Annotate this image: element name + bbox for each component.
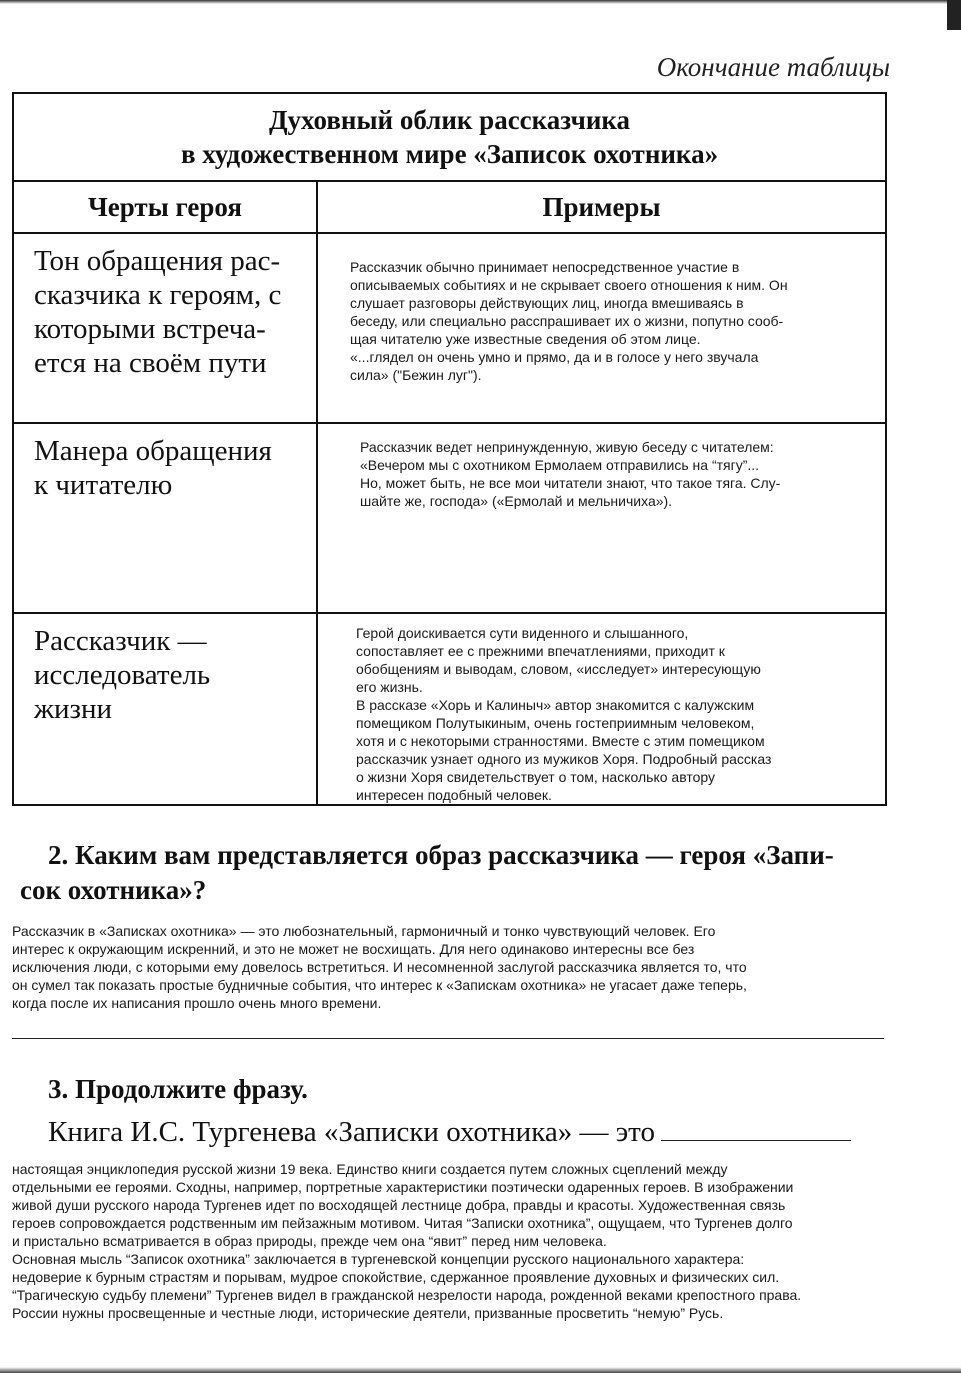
table-row: [13, 423, 886, 613]
example-cell: Рассказчик обычно принимает непосредственное участие в описываемых событиях и не скрывает своего отношения к ним. Он слушает разговоры действующих лиц, иногда вмешиваясь в беседу, или специально расспрашивает их о жизни, попутно сооб- щая читателю уже известные сведения об этом лице. «...глядел он очень умно и прямо, да и в голосе у него звучала сила» ("Бежин луг").: [317, 233, 886, 423]
narrator-table: [12, 92, 887, 806]
example-cell: Герой доискивается сути виденного и слышанного, сопоставляет ее с прежними впечатлениями, приходит к обобщениям и выводам, словом, «исследует» интересующую его жизнь. В рассказе «Хорь и Калиныч» автор знакомится с калужским помещиком Полутыкиным, очень гостеприимным человеком, хотя и с некоторыми странностями. Вместе с этим помещиком рассказчик узнает одного из мужиков Хоря. Подробный рассказ о жизни Хоря свидетельствует о том, насколько автору интересен подобный человек.: [317, 613, 886, 805]
question-2-heading: 2. Каким вам представляется образ рассказчика — героя «Запи- сок охотника»?: [20, 840, 834, 905]
question-3-answer: настоящая энциклопедия русской жизни 19 века. Единство книги создается путем сложных сцеплений между отдельными ее героями. Сходны, например, портретные характеристики поэтически одаренных героев. В изображении живой души русского народа Тургенев идет по восходящей лестнице добра, правды и красоты. Художественная связь героев сопровождается родственным им пейзажным мотивом. Читая “Записки охотника”, ощущаем, что Тургенев долго и пристально всматривается в образ природы, прежде чем она “явит” перед ним человека. Основная мысль “Записок охотника” заключается в тургеневской концепции русского национального характера: недоверие к бурным страстям и порывам, мудрое спокойствие, сдержанное проявление духовных и физических сил. “Трагическую судьбу племени” Тургенев видел в гражданской незрелости народа, рожденной веками крепостного права. России нужны просвещенные и честные люди, исторические деятели, призванные просветить “немую” Русь.: [12, 1161, 802, 1321]
column-header-traits: Черты героя: [13, 181, 317, 233]
table-continuation-note: Окончание таблицы: [656, 52, 890, 82]
question-3-heading: 3. Продолжите фразу.: [48, 1074, 308, 1104]
table-row: [13, 233, 886, 423]
scan-edge-bottom: [0, 1367, 961, 1373]
table-row: [13, 613, 886, 805]
answer-line: [12, 1038, 884, 1039]
example-cell: Рассказчик ведет непринужденную, живую беседу с читателем: «Вечером мы с охотником Ермолаем отправились на “тягу”... Но, может быть, не все мои читатели знают, что такое тяга. Слу- шайте же, господа» («Ермолай и мельничиха»).: [317, 423, 886, 613]
prompt-text: Книга И.С. Тургенева «Записки охотника» — это: [48, 1116, 655, 1148]
column-header-examples: Примеры: [317, 181, 886, 233]
question-2-answer: Рассказчик в «Записках охотника» — это любознательный, гармоничный и тонко чувствующий человек. Его интерес к окружающим искренний, и это не может не восхищать. Для него одинаково интересны все без исключения люди, с которыми ему довелось встретиться. И несомненной заслугой рассказчика является то, что он сумел так показать простые будничные события, что интерес к «Запискам охотника» не угасает даже теперь, когда после их написания прошло очень много времени.: [12, 923, 747, 1011]
fill-in-blank: [661, 1116, 851, 1141]
scan-edge-top: [0, 0, 961, 4]
trait-cell: Тон обращения рас- сказчика к героям, с которыми встреча- ется на своём пути: [13, 233, 317, 423]
table-title: [13, 93, 886, 181]
table-title-line-2: в художественном мире «Записок охотника»: [180, 139, 719, 169]
table-title-line-1: Духовный облик рассказчика: [268, 105, 631, 135]
question-3-prompt: [48, 1114, 908, 1150]
trait-cell: Манера обращения к читателю: [13, 423, 317, 613]
scan-edge-right: [947, 0, 961, 30]
trait-cell: Рассказчик — исследователь жизни: [13, 613, 317, 805]
